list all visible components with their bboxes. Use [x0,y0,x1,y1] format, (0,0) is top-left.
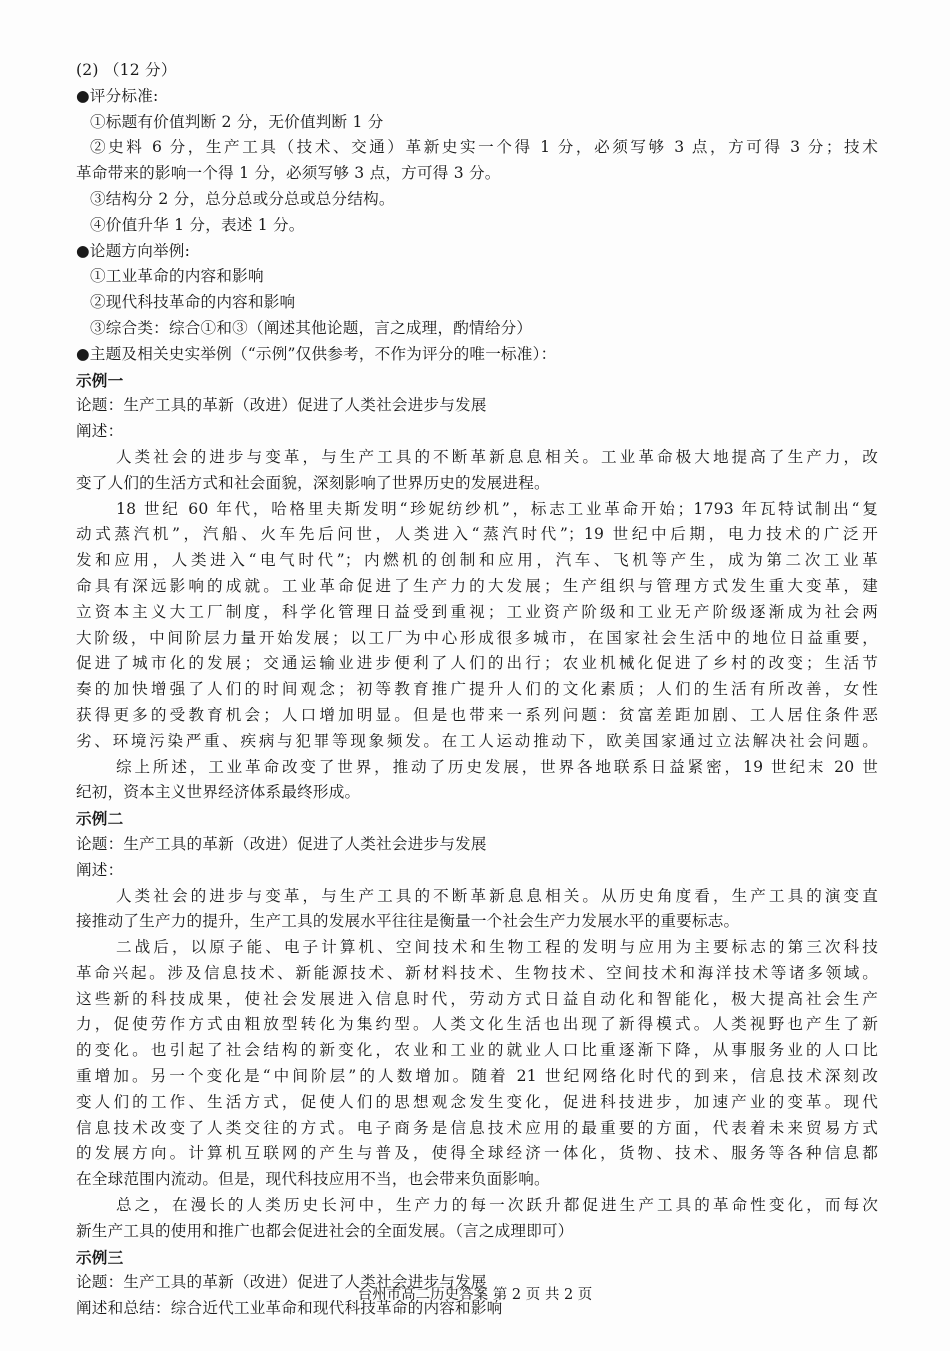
example1-line: 纪初，资本主义世界经济体系最终形成。 [76,783,361,802]
example1-line: 大阶级，中间阶层力量开始发展；以工厂为中心形成很多城市，在国家社会生活中的地位日益重要， [76,628,878,647]
page-content [76,58,878,1322]
example2-line: 革命兴起。涉及信息技术、新能源技术、新材料技术、生物技术、空间技术和海洋技术等诸多领域。 [76,963,878,982]
example2-line: 力，促使劳作方式由粗放型转化为集约型。人类文化生活也出现了新得模式。人类视野也产生了新 [76,1015,878,1034]
example1-line: 促进了城市化的发展；交通运输业进步便利了人们的出行；农业机械化促进了乡村的改变；生活节 [76,654,878,673]
example2-line: 接推动了生产力的提升，生产工具的发展水平往往是衡量一个社会生产力发展水平的重要标志。 [76,912,740,931]
example2-line: 人类社会的进步与变革，与生产工具的不断革新息息相关。从历史角度看，生产工具的演变直 [116,886,878,905]
example1-line: 变了人们的生活方式和社会面貌，深刻影响了世界历史的发展进程。 [76,473,550,492]
example2-line: 的变化。也引起了社会结构的新变化，农业和工业的就业人口比重逐渐下降，从事服务业的人口比 [76,1041,878,1060]
topics-title: ●论题方向举例: [76,241,191,260]
example3-heading: 示例三 [76,1247,124,1267]
example1-line: 动式蒸汽机”，汽船、火车先后问世，人类进入“蒸汽时代”；19 世纪中后期，电力技术的广泛开 [76,525,878,544]
example2-line: 的发展方向。计算机互联网的产生与普及，使得全球经济一体化，货物、技术、服务等各种信息都 [76,1144,878,1163]
example2-line: 这些新的科技成果，使社会发展进入信息时代，劳动方式日益自动化和智能化，极大提高社会生产 [76,989,878,1008]
topic-item: ③综合类：综合①和③（阐述其他论题，言之成理，酌情给分） [90,318,533,337]
example2-line: 新生产工具的使用和推广也都会促进社会的全面发展。（言之成理即可） [76,1221,574,1240]
example1-line: 18 世纪 60 年代，哈格里夫斯发明“珍妮纺纱机”，标志工业革命开始；1793 年瓦特试制出“复 [116,499,878,518]
scoring-item: ①标题有价值判断 2 分，无价值判断 1 分 [90,112,384,131]
topic-item: ②现代科技革命的内容和影响 [90,293,296,312]
example1-line: 立资本主义大工厂制度，科学化管理日益受到重视；工业资产阶级和工业无产阶级逐渐成为社会两 [76,602,878,621]
example1-heading: 示例一 [76,370,124,390]
example1-line: 发和应用，人类进入“电气时代”；内燃机的创制和应用，汽车、飞机等产生，成为第二次工业革 [76,551,878,570]
example1-line: 人类社会的进步与变革，与生产工具的不断革新息息相关。工业革命极大地提高了生产力，改 [116,447,878,466]
topic-item: ①工业革命的内容和影响 [90,267,264,286]
part-label: (2) （12 分） [76,61,177,79]
example2-line: 总之，在漫长的人类历史长河中，生产力的每一次跃升都促进生产工具的革命性变化，而每次 [116,1196,878,1215]
example2-line: 信息技术改变了人类交往的方式。电子商务是信息技术应用的最重要的方面，代表着未来贸易方式 [76,1118,878,1137]
example2-elaboration-label: 阐述： [76,860,124,879]
example1-topic: 论题：生产工具的革新（改进）促进了人类社会进步与发展 [76,396,487,415]
example2-heading: 示例二 [76,809,124,829]
scoring-title: ●评分标准: [76,86,159,105]
scoring-item: ②史料 6 分，生产工具（技术、交通）革新史实一个得 1 分，必须写够 3 点，方可得 3 分；技术 [90,138,878,157]
example2-line: 变人们的工作、生活方式，促使人们的思想观念发生变化，促进科技进步，加速产业的变革。现代 [76,1092,878,1111]
example3-topic: 论题：生产工具的革新（改进）促进了人类社会进步与发展 [76,1273,487,1292]
example2-line: 二战后，以原子能、电子计算机、空间技术和生物工程的发明与应用为主要标志的第三次科技 [116,938,878,957]
example2-topic: 论题：生产工具的革新（改进）促进了人类社会进步与发展 [76,834,487,853]
example1-line: 综上所述，工业革命改变了世界，推动了历史发展，世界各地联系日益紧密，19 世纪末 20 世 [116,757,878,776]
scoring-item: ③结构分 2 分，总分总或分总或总分结构。 [90,189,395,208]
page-footer: 台州市高二历史答案 第 2 页 共 2 页 [357,1287,593,1303]
example2-line: 在全球范围内流动。但是，现代科技应用不当，也会带来负面影响。 [76,1170,550,1189]
example1-line: 奏的加快增强了人们的时间观念；初等教育推广提升人们的文化素质；人们的生活有所改善，女性 [76,680,878,699]
example1-line: 获得更多的受教育机会；人口增加明显。但是也带来一系列问题：贫富差距加剧、工人居住条件恶 [76,705,878,724]
scoring-item-continued: 革命带来的影响一个得 1 分，必须写够 3 点，方可得 3 分。 [76,164,501,183]
example1-line: 劣、环境污染严重、疾病与犯罪等现象频发。在工人运动推动下，欧美国家通过立法解决社会问题。 [76,731,878,750]
examples-intro: ●主题及相关史实举例（“示例”仅供参考，不作为评分的唯一标准）： [76,344,557,363]
scoring-item: ④价值升华 1 分，表述 1 分。 [90,215,305,234]
example3-summary: 阐述和总结：综合近代工业革命和现代科技革命的内容和影响 [76,1299,503,1318]
example2-line: 重增加。另一个变化是“中间阶层”的人数增加。随着 21 世纪网络化时代的到来，信息技术深刻改 [76,1067,878,1086]
example1-line: 命具有深远影响的成就。工业革命促进了生产力的大发展；生产组织与管理方式发生重大变革，建 [76,576,878,595]
example1-elaboration-label: 阐述： [76,422,124,441]
